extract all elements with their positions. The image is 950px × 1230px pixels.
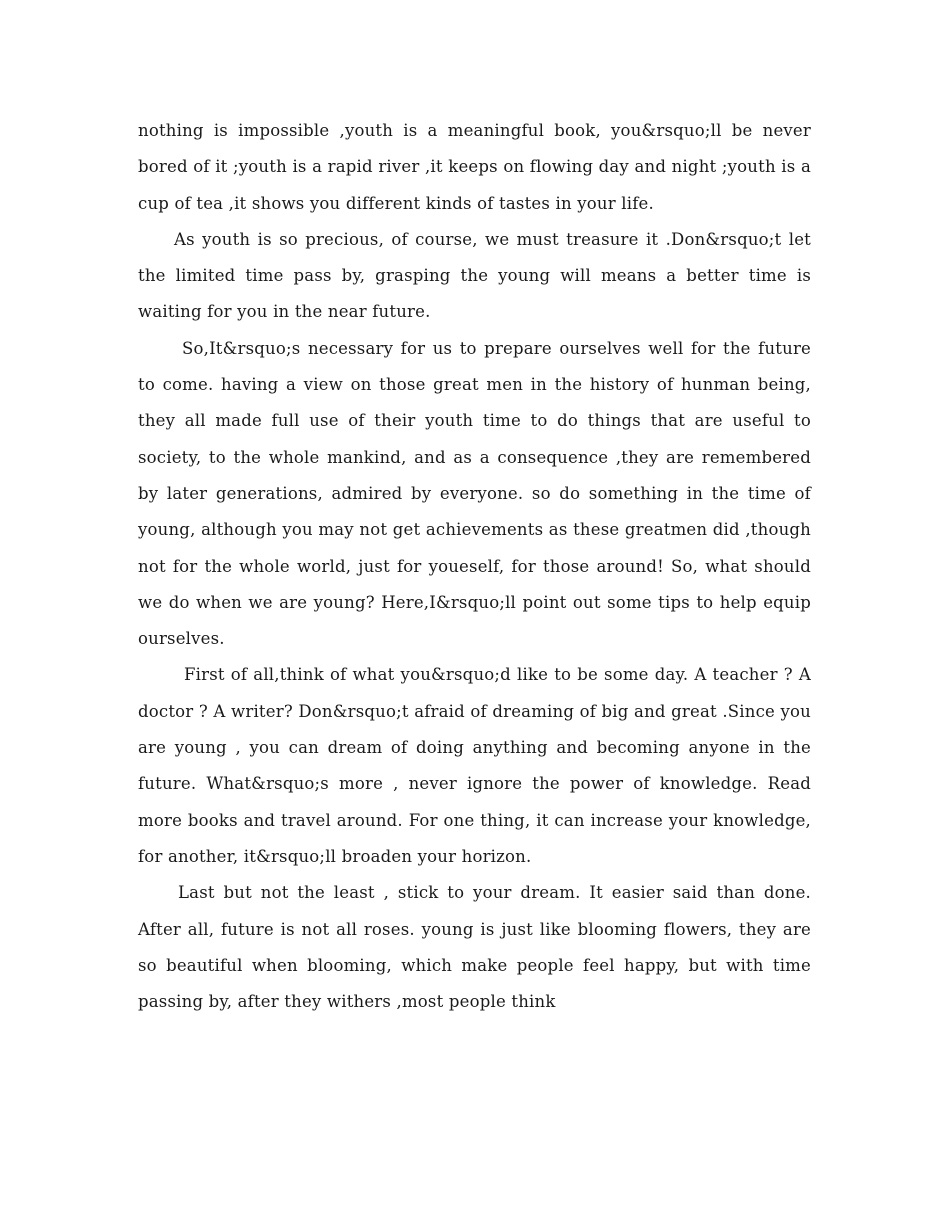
paragraph-prepare-ourselves: So,It&rsquo;s necessary for us to prepare ourselves well for the future to come. having a view on those great men in the history of hunman being, they all made full use of their youth time to do things that are useful to society, to the whole mankind, and as a consequence ,they are remembered by later generations, admired by everyone. so do something in the time of young, although you may not get achievements as these greatmen did ,though not for the whole world, just for youeself, for those around! So, what should we do when we are young? Here,I&rsquo;ll point out some tips to help equip ourselves. bbox=[138, 338, 811, 649]
paragraph-treasure-youth: As youth is so precious, of course, we must treasure it .Don&rsquo;t let the limited time pass by, grasping the young will means a better time is waiting for you in the near future. bbox=[138, 229, 811, 322]
paragraph-first-of-all: First of all,think of what you&rsquo;d like to be some day. A teacher ? A doctor ? A writer? Don&rsquo;t afraid of dreaming of big and great .Since you are young , you can dream of doing anything and becoming anyone in the future. What&rsquo;s more , never ignore the power of knowledge. Read more books and travel around. For one thing, it can increase your knowledge, for another, it&rsquo;ll broaden your horizon. bbox=[138, 665, 811, 866]
paragraph-youth-metaphors: nothing is impossible ,youth is a meaningful book, you&rsquo;ll be never bored of it ;youth is a rapid river ,it keeps on flowing day and night ;youth is a cup of tea ,it shows you different kinds of tastes in your life. bbox=[138, 121, 811, 213]
document-body bbox=[138, 113, 811, 1020]
paragraph-last-but-not-least: Last but not the least , stick to your dream. It easier said than done. After all, future is not all roses. young is just like blooming flowers, they are so beautiful when blooming, which make people feel happy, but with time passing by, after they withers ,most people think bbox=[138, 883, 811, 1012]
